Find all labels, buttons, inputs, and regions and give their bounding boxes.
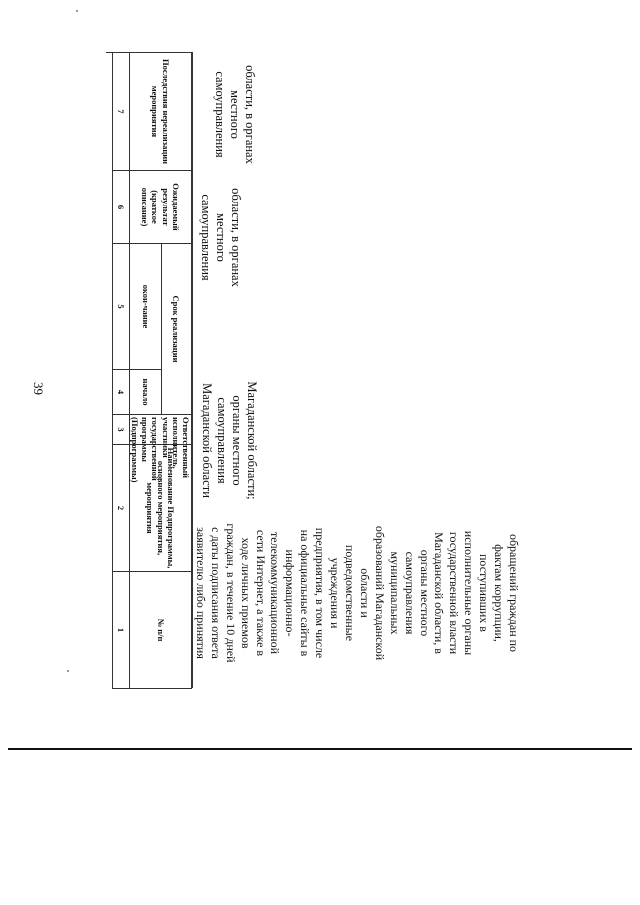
- col2-line: заявителю либо принятия: [193, 527, 208, 659]
- scan-speck: [67, 670, 69, 672]
- row-col7-text: [212, 64, 257, 165]
- col6-line: самоуправления: [199, 194, 213, 281]
- col2-line: учреждения и: [328, 557, 343, 629]
- col2-line: области и: [357, 568, 372, 618]
- col2-line: исполнительные органы: [462, 530, 477, 656]
- row-col3-text: [199, 378, 259, 503]
- column-number-5: 5: [112, 244, 129, 370]
- table-top-edge: [106, 52, 192, 53]
- col7-line: местного: [228, 90, 242, 139]
- col3-line: Магаданской области;: [245, 381, 259, 500]
- col3-line: органы местного: [230, 395, 244, 486]
- col2-line: информационно-: [283, 549, 298, 637]
- col2-line: сети Интернет, а также в: [253, 529, 268, 657]
- header-col2: Наименование Подпрограммы, основного мероприятия, мероприятия: [129, 445, 191, 572]
- measures-table: [112, 52, 192, 689]
- col6-line: местного: [214, 213, 228, 262]
- header-col6: Ожидаемый результат (краткое описание): [129, 171, 191, 244]
- column-number-2: 2: [112, 445, 129, 572]
- bottom-rule: [8, 748, 632, 750]
- col2-line: на официальные сайты в: [298, 529, 313, 657]
- col2-line: телекоммуникационной: [268, 532, 283, 654]
- scan-speck: [76, 10, 78, 12]
- column-numbers-row: [112, 53, 129, 689]
- col2-line: государственной власти: [447, 531, 462, 655]
- header-col45: Срок реализации: [161, 244, 191, 415]
- column-number-1: 1: [112, 572, 129, 689]
- header-col4: начало: [129, 370, 161, 415]
- col3-line: Магаданской области: [200, 383, 214, 498]
- column-number-7: 7: [112, 53, 129, 171]
- header-row: [161, 53, 191, 689]
- col3-line: самоуправления: [215, 397, 229, 484]
- col2-line: фактам коррупции,: [492, 544, 507, 642]
- col2-line: подведомственные: [343, 544, 358, 642]
- col2-line: предприятия, в том числе: [313, 527, 328, 659]
- column-number-4: 4: [112, 370, 129, 415]
- column-number-6: 6: [112, 171, 129, 244]
- header-col1: № п/п: [129, 572, 191, 689]
- header-col3: Ответственный исполнитель, участники государственной программы (Подпрограммы): [129, 415, 191, 445]
- row-col6-text: [198, 185, 243, 290]
- col2-line: с даты подписания ответа: [208, 527, 223, 659]
- col2-line: органы местного: [417, 549, 432, 637]
- col7-line: самоуправления: [213, 71, 227, 158]
- header-col7: Последствия нереализации мероприятия: [129, 53, 191, 171]
- col2-line: обращений граждан по: [507, 533, 521, 653]
- col2-line: Магаданской области, в: [432, 532, 447, 654]
- row-col2-text: [193, 504, 521, 682]
- column-number-3: 3: [112, 415, 129, 445]
- page-number: 39: [31, 382, 46, 395]
- header-col5: окон-чание: [129, 244, 161, 370]
- col2-line: муниципальных: [387, 551, 402, 635]
- col2-line: ходе личных приемов: [238, 537, 253, 649]
- col6-line: области, в органах: [229, 188, 243, 287]
- col2-line: самоуправления: [402, 551, 417, 635]
- col2-line: образований Магаданской: [372, 525, 387, 661]
- program-table: [108, 52, 192, 688]
- col2-line: граждан, в течение 10 дней: [223, 523, 238, 663]
- col2-line: поступивших в: [477, 554, 492, 632]
- col7-line: области, в органах: [243, 65, 257, 164]
